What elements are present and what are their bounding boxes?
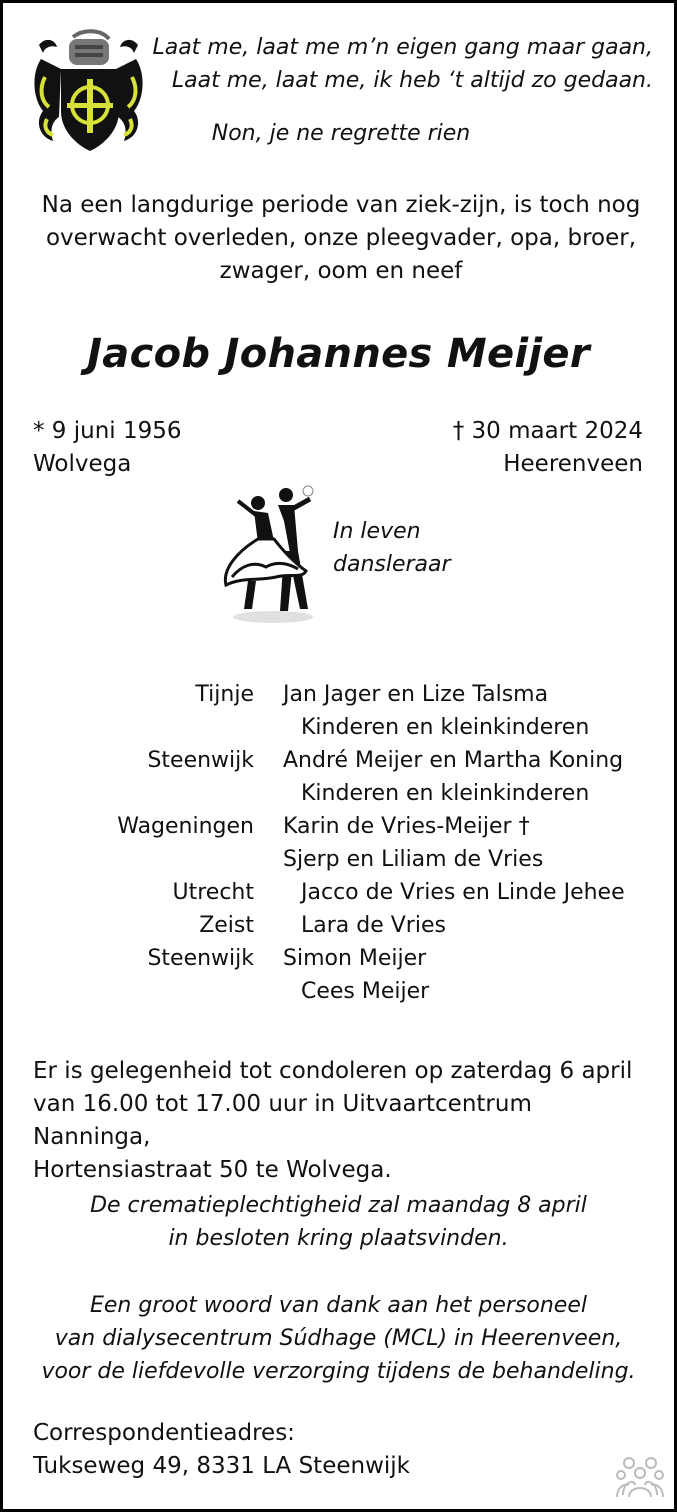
correspondence-label: Correspondentieadres: (33, 1420, 295, 1446)
family-row (3, 942, 674, 975)
death-info (343, 415, 643, 481)
family-place: Steenwijk (147, 946, 254, 971)
intro-line-2: overwacht overleden, onze pleegvader, opa, broer, (45, 225, 637, 251)
condolence-line-1: Er is gelegenheid tot condoleren op zaterdag 6 april (33, 1058, 633, 1084)
family-names: Jacco de Vries en Linde Jehee (301, 880, 625, 905)
family-names: Simon Meijer (283, 946, 427, 971)
family-row (3, 876, 674, 909)
motto-lines (143, 31, 653, 97)
cremation-line-1: De crematieplechtigheid zal maandag 8 april (90, 1193, 587, 1218)
motto-french: Non, je ne regrette rien (211, 121, 471, 146)
family-place: Wageningen (117, 814, 254, 839)
cremation-line-2: in besloten kring plaatsvinden. (168, 1226, 509, 1251)
life-note (333, 515, 451, 581)
family-place: Zeist (199, 913, 254, 938)
birth-place: Wolvega (33, 451, 132, 477)
intro-line-3: zwager, oom en neef (219, 258, 463, 284)
birth-date: * 9 juni 1956 (33, 418, 182, 444)
family-names: Sjerp en Liliam de Vries (283, 847, 544, 872)
family-place: Steenwijk (147, 748, 254, 773)
family-names: Kinderen en kleinkinderen (301, 781, 590, 806)
motto-line-2: Laat me, laat me, ik heb ‘t altijd zo gedaan. (171, 68, 653, 93)
thanks-message (3, 1289, 674, 1388)
condolence-line-3: Hortensiastraat 50 te Wolvega. (33, 1157, 392, 1183)
life-note-line-2: dansleraar (333, 552, 451, 577)
thanks-line-3: voor de liefdevolle verzorging tijdens de behandeling. (41, 1359, 636, 1384)
family-row (3, 711, 674, 744)
death-place: Heerenveen (503, 451, 643, 477)
condolence-info (33, 1055, 653, 1187)
family-list (3, 678, 674, 1008)
family-names: Cees Meijer (301, 979, 430, 1004)
family-row (3, 777, 674, 810)
family-names: Lara de Vries (301, 913, 446, 938)
family-row (3, 744, 674, 777)
family-row (3, 909, 674, 942)
thanks-line-2: van dialysecentrum Súdhage (MCL) in Heerenveen, (54, 1326, 623, 1351)
intro-text (23, 189, 659, 288)
family-row (3, 975, 674, 1008)
correspondence-address-line: Tukseweg 49, 8331 LA Steenwijk (33, 1453, 410, 1479)
cremation-info (3, 1189, 674, 1255)
birth-info (33, 415, 333, 481)
family-place: Tijnje (195, 682, 254, 707)
family-row (3, 843, 674, 876)
family-names: Karin de Vries-Meijer † (283, 814, 530, 839)
family-names: Jan Jager en Lize Talsma (283, 682, 549, 707)
motto-line-1: Laat me, laat me m’n eigen gang maar gaan, (152, 35, 653, 60)
family-names: Kinderen en kleinkinderen (301, 715, 590, 740)
thanks-line-1: Een groot woord van dank aan het personeel (90, 1293, 587, 1318)
family-place: Utrecht (172, 880, 254, 905)
deceased-name: Jacob Johannes Meijer (87, 331, 590, 377)
correspondence-address (33, 1417, 533, 1483)
family-names: André Meijer en Martha Koning (283, 748, 624, 773)
ballroom-dancers-icon (218, 481, 328, 626)
life-note-line-1: In leven (333, 519, 421, 544)
condolence-line-2: van 16.00 tot 17.00 uur in Uitvaartcentrum Nanninga, (33, 1091, 532, 1150)
family-row (3, 678, 674, 711)
people-group-icon (615, 1455, 665, 1499)
intro-line-1: Na een langdurige periode van ziek-zijn, is toch nog (41, 192, 641, 218)
family-row (3, 810, 674, 843)
death-date: † 30 maart 2024 (452, 418, 643, 444)
